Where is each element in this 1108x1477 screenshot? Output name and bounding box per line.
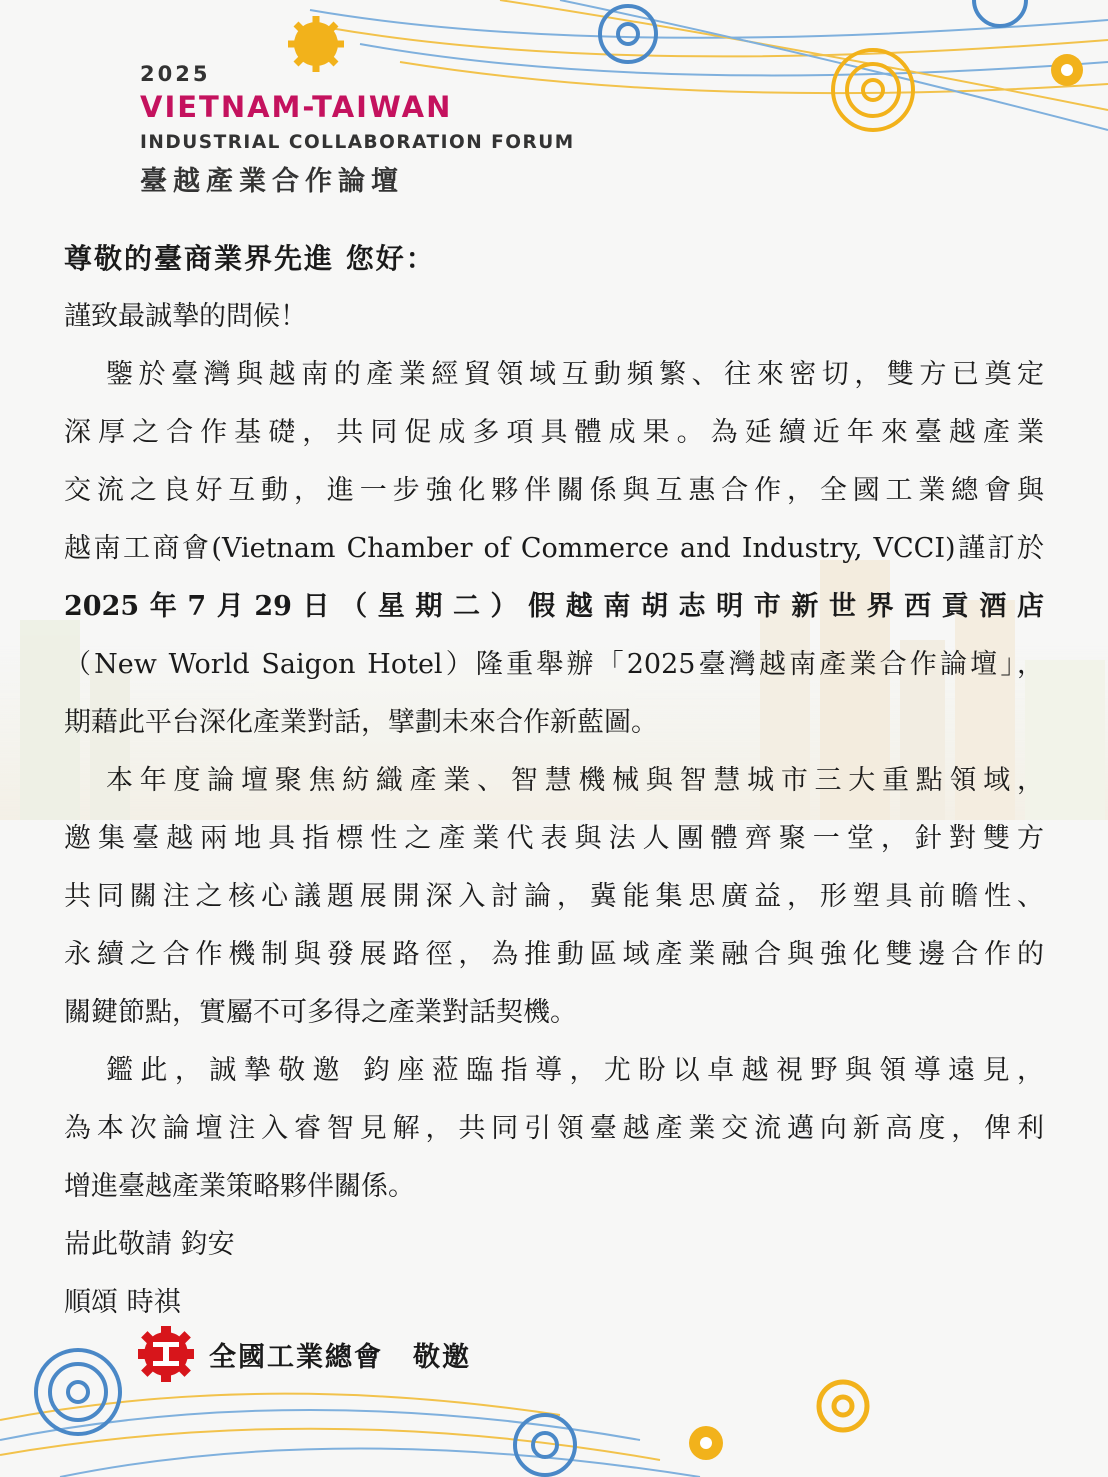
signature-polite-phrase: 敬邀 (413, 1341, 471, 1373)
paragraph-line: 增進臺越產業策略夥伴關係。 (64, 1171, 415, 1202)
signature-organization: 全國工業總會 (209, 1341, 383, 1373)
bottom-wave-lines (0, 1394, 700, 1477)
paragraph-line: 邀集臺越兩地具指標性之產業代表與法人團體齊聚一堂，針對雙方 (64, 823, 1044, 854)
paragraph-line: 鑒於臺灣與越南的產業經貿領域互動頻繁、往來密切，雙方已奠定 (106, 359, 1044, 390)
paragraph-line: 期藉此平台深化產業對話，擘劃未來合作新藍圖。 (64, 707, 658, 738)
cnfi-logo-icon (133, 1326, 199, 1382)
forum-year: 2025 (140, 62, 211, 86)
paragraph-line: 共同關注之核心議題展開深入討論，冀能集思廣益，形塑具前瞻性、 (64, 881, 1044, 912)
forum-header (140, 62, 575, 198)
gear-icon (974, 0, 1026, 26)
paragraph-line: 為本次論壇注入睿智見解，共同引領臺越產業交流邁向新高度，俾利 (64, 1113, 1044, 1144)
paragraph-line: 永續之合作機制與發展路徑，為推動區域產業融合與強化雙邊合作的 (64, 939, 1044, 970)
paragraph-line: 關鍵節點，實屬不可多得之產業對話契機。 (64, 997, 577, 1028)
closing-line-1: 耑此敬請 鈞安 (64, 1229, 235, 1260)
closing-line-2: 順頌 時祺 (64, 1287, 181, 1318)
gear-icon (1051, 54, 1083, 86)
forum-chinese-title: 臺越產業合作論壇 (140, 166, 404, 197)
paragraph-line: 本年度論壇聚焦紡織產業、智慧機械與智慧城市三大重點領域， (106, 765, 1044, 796)
paragraph-2 (64, 752, 1044, 1042)
paragraph-line: 鑑此，誠摯敬邀 鈞座蒞臨指導，尤盼以卓越視野與領導遠見， (106, 1055, 1044, 1086)
paragraph-line-date-venue: 2025年7月29日（星期二）假越南胡志明市新世界西貢酒店 (64, 591, 1044, 622)
gear-icon (819, 1382, 867, 1430)
gear-icon (833, 50, 913, 130)
signature (133, 1326, 471, 1382)
paragraph-line: 深厚之合作基礎，共同促成多項具體成果。為延續近年來臺越產業 (64, 417, 1044, 448)
greeting: 謹致最誠摯的問候！ (64, 301, 307, 332)
paragraph-3 (64, 1042, 1044, 1216)
forum-event-name: VIETNAM-TAIWAN (140, 90, 453, 124)
invitation-letter (64, 230, 1044, 1332)
forum-subtitle: INDUSTRIAL COLLABORATION FORUM (140, 132, 575, 153)
paragraph-line: 交流之良好互動，進一步強化夥伴關係與互惠合作，全國工業總會與 (64, 475, 1044, 506)
paragraph-1 (64, 346, 1044, 752)
salutation: 尊敬的臺商業界先進 您好： (64, 242, 436, 275)
gear-icon (36, 1350, 120, 1434)
paragraph-line: （New World Saigon Hotel）隆重舉辦「2025臺灣越南產業合作論壇」， (64, 649, 1044, 680)
paragraph-line: 越南工商會(Vietnam Chamber of Commerce and Industry, VCCI)謹訂於 (64, 533, 1044, 564)
gear-icon (689, 1426, 723, 1460)
